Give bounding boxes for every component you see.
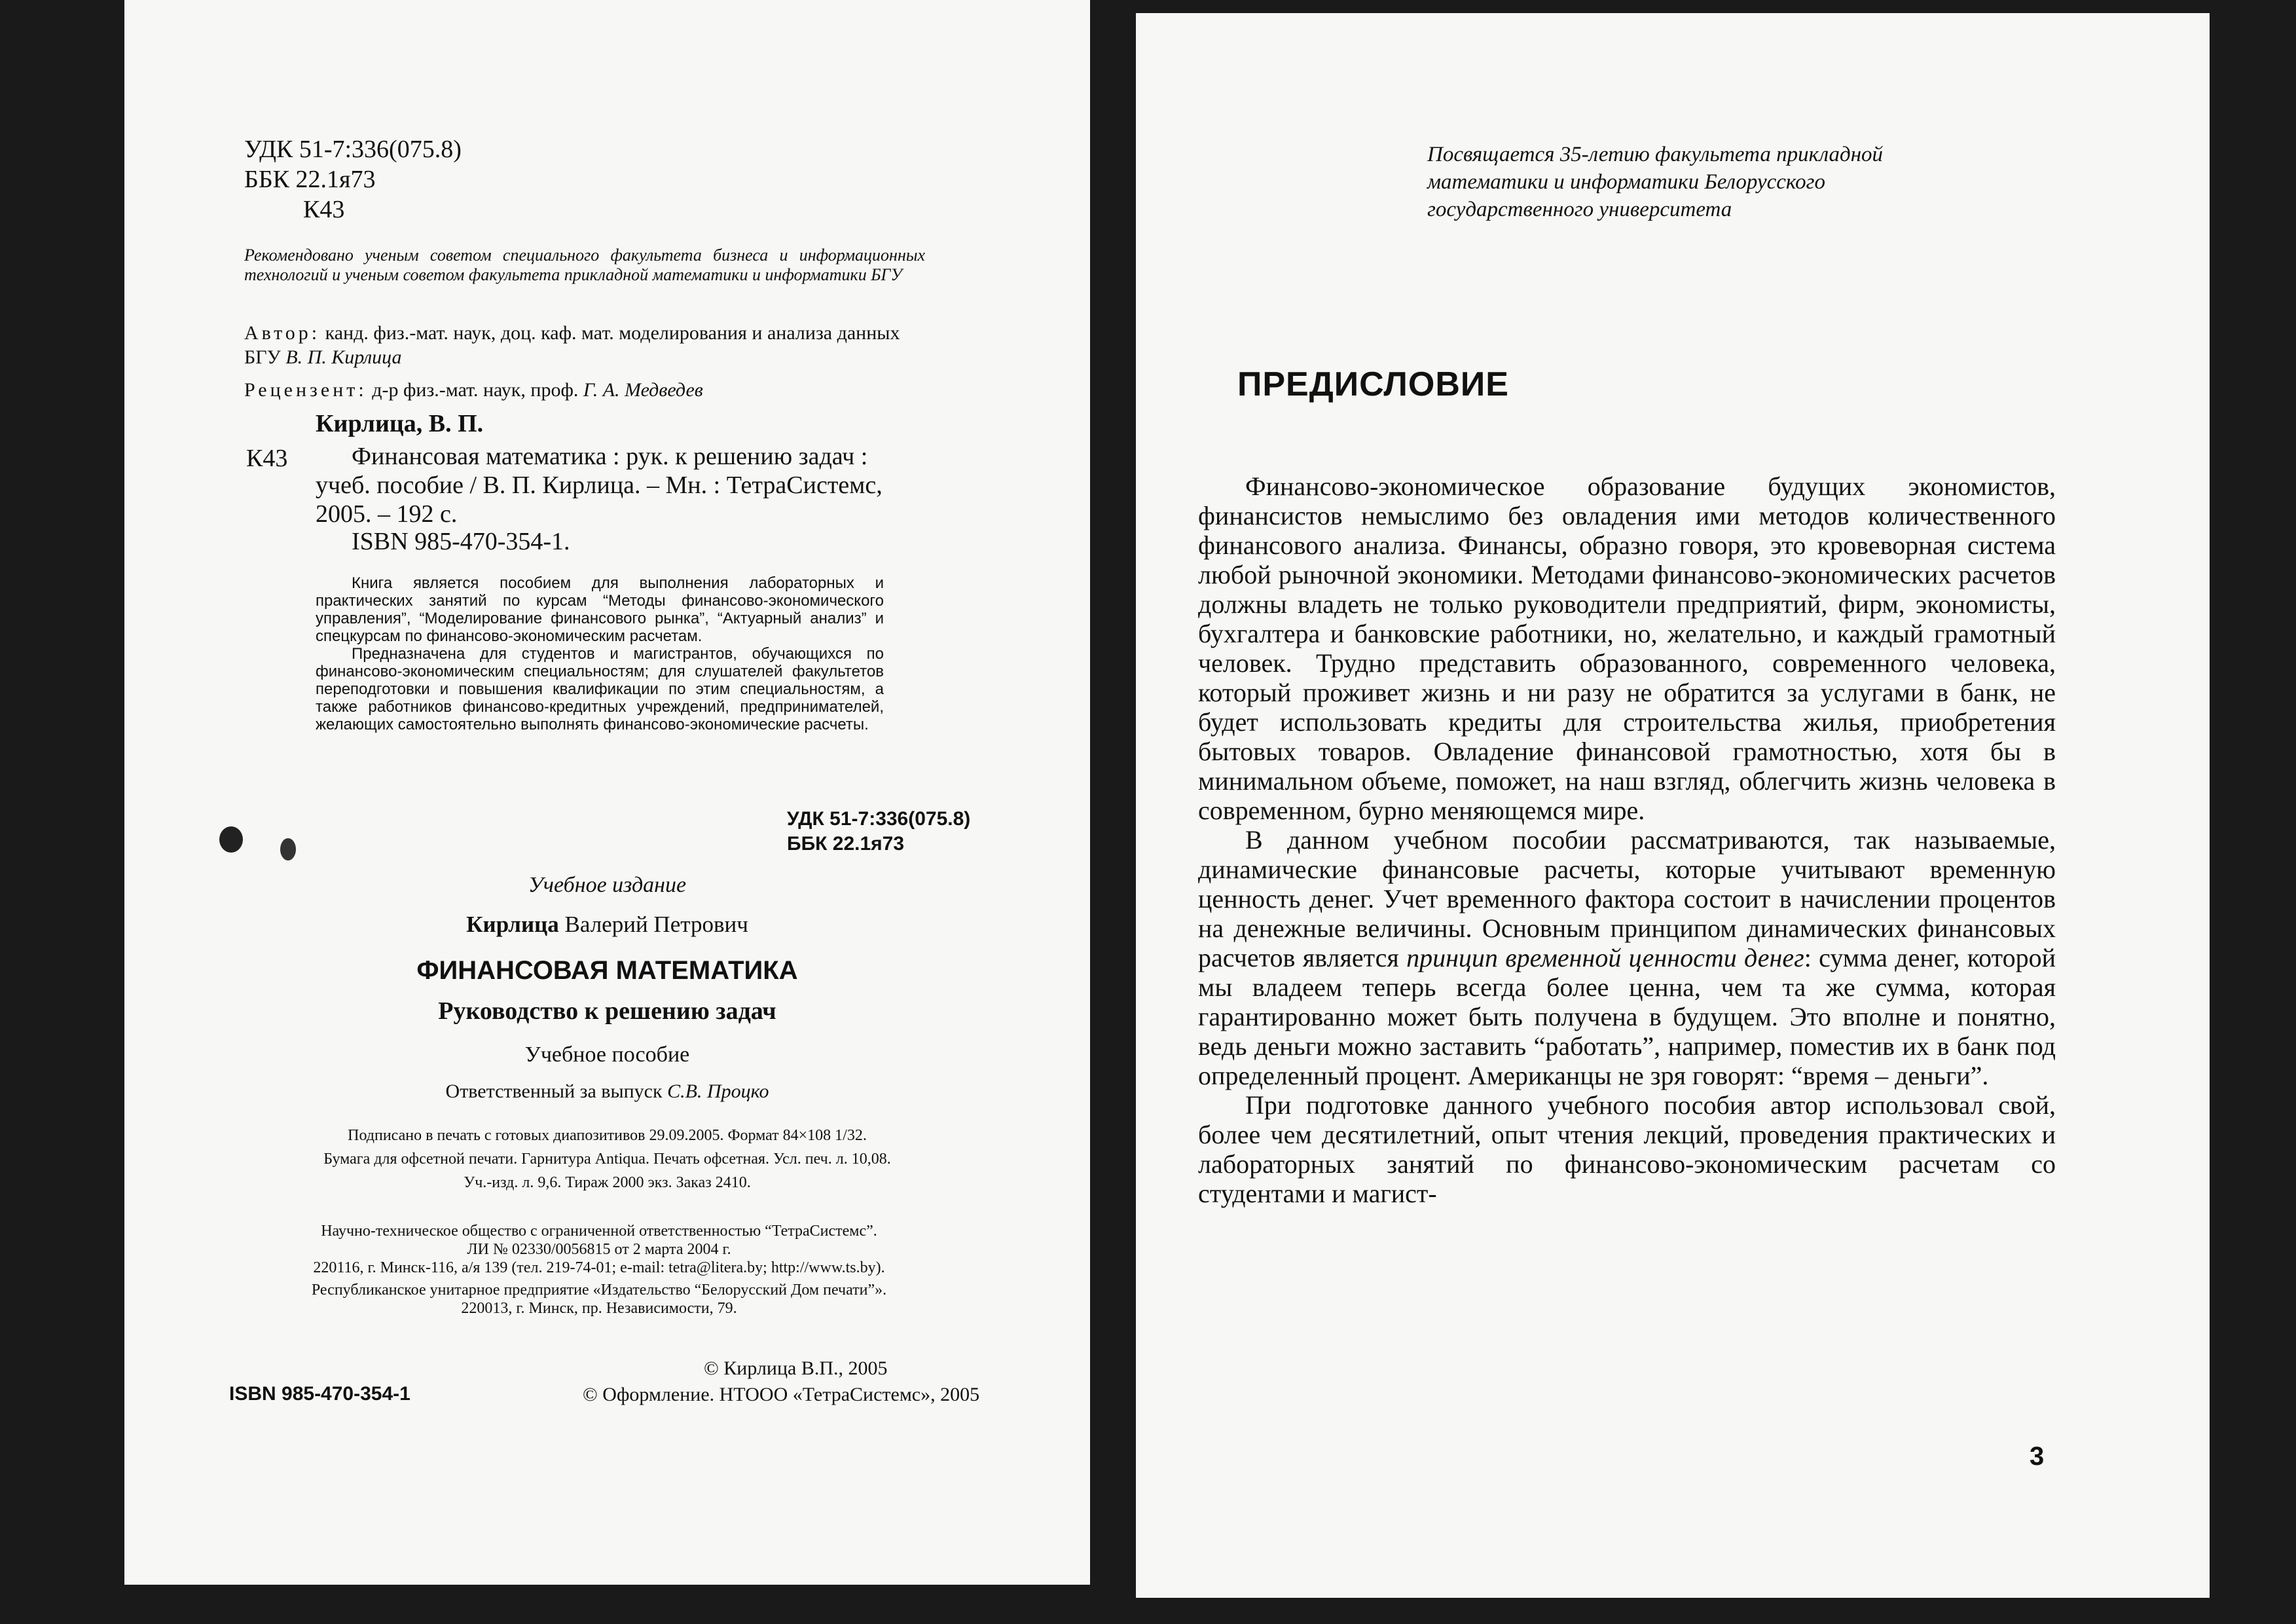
preface-paragraph: Финансово-экономическое образование будущих экономистов, финансистов немыслимо без овладения ими методов количественного финансового анализа. Финансы, образно говоря, это кровеворная система любой рыночной экономики. Методами финансово-экономических расчетов должны владеть не только руководители предприятий, фирм, экономисты, бухгалтера и банковские работники, но, желательно, и каждый грамотный человек. Трудно представить образованного, современного человека, который проживет жизнь и ни разу не обратится за услугами в банк, не будет использовать кредиты для строительства жилья, приобретения бытовых товаров. Овладение финансовой грамотностью, хотя бы в минимальном объеме, поможет, на наш взгляд, облегчить жизнь человека в современном, бурно меняющемся мире. <box>1198 471 2056 825</box>
publisher-line: 220116, г. Минск-116, а/я 139 (тел. 219-74-01; e-mail: tetra@litera.by; http://www.ts.by). <box>313 1259 885 1276</box>
udk-code-bold: УДК 51-7:336(075.8) <box>787 808 971 830</box>
udk-bbk-bold <box>787 807 970 857</box>
udk-code: УДК 51-7:336(075.8) <box>244 136 462 163</box>
annotation-paragraph: Предназначена для студентов и магистрантов, обучающихся по финансово-экономическим специальностям; для слушателей факультетов переподготовки и повышения квалификации по этим специальностям, а также работников финансово-кредитных учреждений, предпринимателей, желающих самостоятельно выполнять финансово-экономические расчеты. <box>316 645 884 733</box>
copyright-block <box>583 1356 979 1408</box>
reviewer-name: Г. А. Медведев <box>583 379 703 401</box>
copyright-author: © Кирлица В.П., 2005 <box>704 1357 888 1379</box>
isbn-bottom: ISBN 985-470-354-1 <box>229 1383 410 1405</box>
catalog-entry: Финансовая математика : рук. к решению задач : учеб. пособие / В. П. Кирлица. – Мн. : ТетраСистемс, 2005. – 192 с. <box>316 443 883 528</box>
printer-line: Республиканское унитарное предприятие «Издательство “Белорусский Дом печати”». <box>311 1282 887 1299</box>
dedication: Посвящается 35-летию факультета прикладной математики и информатики Белорусского государственного университета <box>1427 143 1884 221</box>
scan-speck <box>219 826 243 853</box>
reviewer-label: Рецензент: <box>244 379 367 401</box>
paragraph-emphasis: принцип временной ценности денег <box>1406 943 1804 972</box>
page-number: 3 <box>2030 1442 2045 1471</box>
imprint <box>255 1126 959 1192</box>
preface-paragraph <box>1198 825 2056 1090</box>
imprint-line: Подписано в печать с готовых диапозитивов 29.09.2005. Формат 84×108 1/32. <box>348 1127 867 1144</box>
author-label: Автор: <box>244 322 321 344</box>
author-credit <box>244 321 925 369</box>
reviewer-credentials: д-р физ.-мат. наук, проф. <box>367 379 583 401</box>
edition-type: Учебное издание <box>528 873 687 897</box>
author-mark: К43 <box>303 196 345 223</box>
publisher-line: Научно-техническое общество с ограниченной ответственностью “ТетраСистемс”. <box>321 1223 877 1240</box>
publisher-line: ЛИ № 02330/0056815 от 2 марта 2004 г. <box>467 1241 731 1258</box>
imprint-line: Бумага для офсетной печати. Гарнитура Antiqua. Печать офсетная. Усл. печ. л. 10,08. <box>323 1151 891 1168</box>
catalog-author: Кирлица, В. П. <box>316 410 484 437</box>
responsible-label: Ответственный за выпуск <box>445 1080 668 1102</box>
reviewer-credit <box>244 378 925 402</box>
catalog-isbn: ISBN 985-470-354-1. <box>352 528 570 555</box>
author-name: В. П. Кирлица <box>285 346 402 368</box>
preface-body <box>1198 471 2056 1208</box>
responsible-name: С.В. Процко <box>667 1080 769 1102</box>
scan-speck <box>280 838 296 860</box>
copyright-design: © Оформление. НТООО «ТетраСистемс», 2005 <box>583 1384 980 1405</box>
imprint-line: Уч.-изд. л. 9,6. Тираж 2000 экз. Заказ 2410. <box>464 1174 751 1191</box>
recommendation-text: Рекомендовано ученым советом специального факультета бизнеса и информационных технологий и ученым советом факультета прикладной математики и информатики БГУ <box>244 246 925 284</box>
author-surname: Кирлица <box>466 912 559 937</box>
preface-paragraph: При подготовке данного учебного пособия автор использовал свой, более чем десятилетний, опыт чтения лекций, проведения практических и лабораторных занятий по финансово-экономическим расчетам со студентами и магист- <box>1198 1090 2056 1208</box>
left-page <box>124 0 1090 1585</box>
author-given-names: Валерий Петрович <box>558 912 748 937</box>
catalog-code: К43 <box>246 445 288 472</box>
responsible-editor <box>124 1080 1090 1103</box>
bbk-code-bold: ББК 22.1я73 <box>787 833 905 855</box>
right-page <box>1136 13 2210 1598</box>
classification-block <box>244 134 462 225</box>
printer-line: 220013, г. Минск, пр. Независимости, 79. <box>461 1300 737 1317</box>
full-author-name <box>124 912 1090 938</box>
paragraph-text: В данном учебном пособии рассматриваются, так называемые, динамические финансовые расчеты, которые учитывают временную ценность денег. Учет временного фактора состоит в начислении процентов на денежные величины. Основным принципом динамических финансовых расчетов является <box>1198 825 2056 972</box>
annotation-paragraph: Книга является пособием для выполнения лабораторных и практических занятий по курсам “Методы финансово-экономического управления”, “Моделирование финансового рынка”, “Актуарный анализ” и спецкурсам по финансово-экономическим расчетам. <box>316 574 884 645</box>
book-subtitle: Руководство к решению задач <box>438 997 776 1025</box>
annotation <box>316 574 884 733</box>
bbk-code: ББК 22.1я73 <box>244 166 376 193</box>
publisher-info <box>246 1222 953 1318</box>
author-credentials: канд. физ.-мат. наук, доц. каф. мат. моделирования и анализа данных БГУ <box>244 322 900 368</box>
paragraph-text: : сумма денег, которой мы владеем теперь всегда более ценна, чем та же сумма, которая гарантированно может быть получена в будущем. Это вполне и понятно, ведь деньги можно заставить “работать”, например, поместив их в банк под определенный процент. Американцы не зря говорят: “время – деньги”. <box>1198 943 2056 1090</box>
book-type: Учебное пособие <box>524 1043 690 1067</box>
book-title: ФИНАНСОВАЯ МАТЕМАТИКА <box>416 956 798 985</box>
page-heading: ПРЕДИСЛОВИЕ <box>1237 365 1509 403</box>
